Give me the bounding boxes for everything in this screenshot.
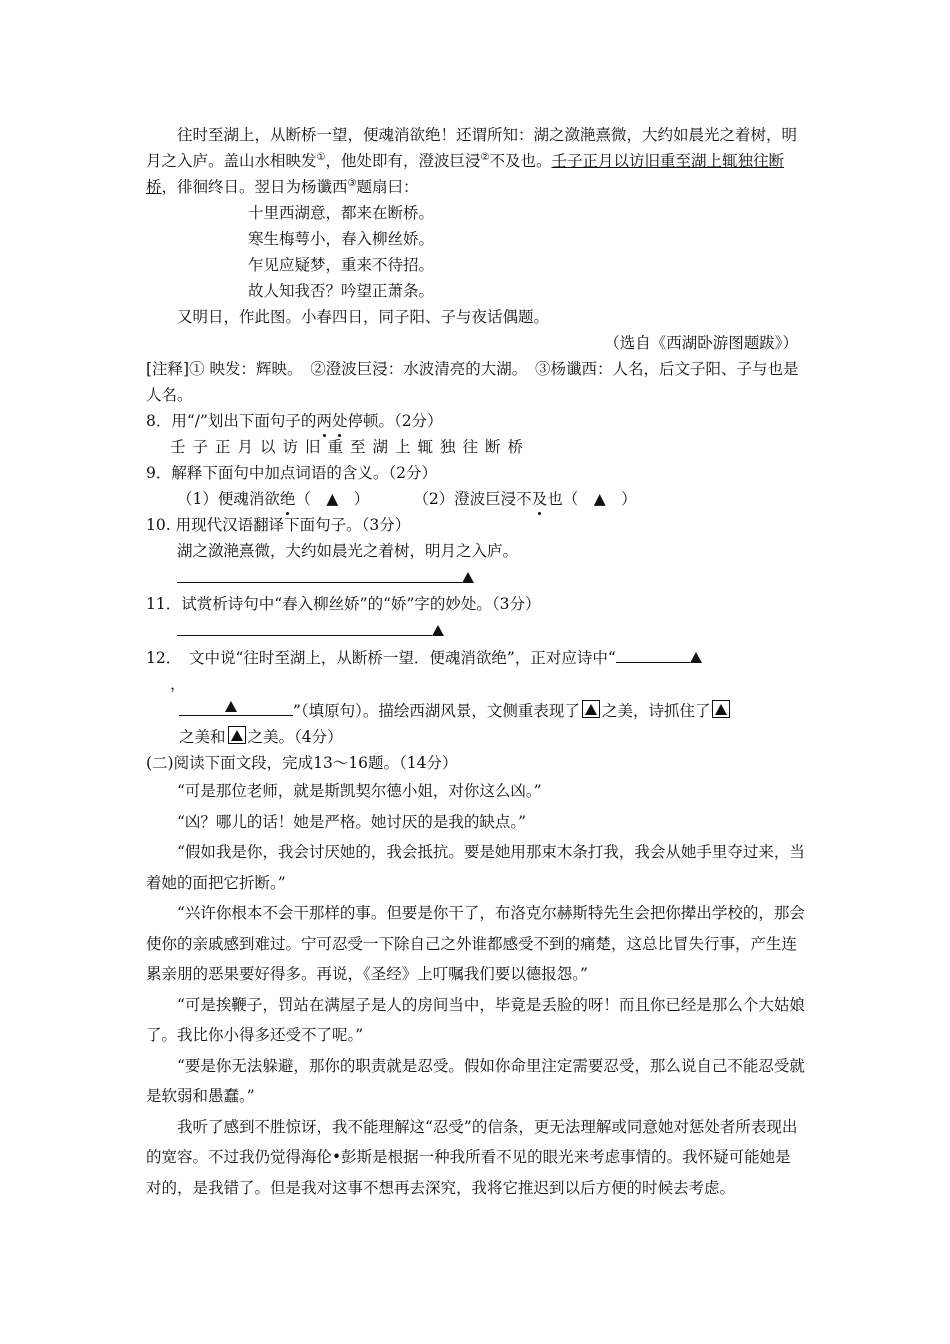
- section-2-heading: (二)阅读下面文段，完成13～16题。（14分）: [146, 754, 458, 772]
- poem-line: 十里西湖意，都来在断桥。: [248, 204, 435, 222]
- answer-blank[interactable]: [179, 697, 293, 716]
- passage-paragraph: 我听了感到不胜惊讶，我不能理解这“忍受”的信条，更无法理解或同意她对惩处者所表现出的宽容。不过我仍觉得海伦•彭斯是根据一种我所看不见的眼光来考虑事情的。我怀疑可能她是对的，是我错了。但是我对这事不想再去深究，我将它推迟到以后方便的时候去考虑。: [146, 1117, 798, 1197]
- underlined-sentence: 壬子正月以访旧重至湖上辄独往断桥: [146, 152, 784, 196]
- passage-paragraph: “假如我是你，我会讨厌她的，我会抵抗。要是她用那束木条打我，我会从她手里夺过来，当着她的面把它折断。”: [146, 843, 805, 892]
- footnotes: [注释]① 映发：辉映。 ②澄波巨浸：水波清亮的大湖。 ③杨谶西：人名，后文子阳、子与也是人名。: [146, 360, 799, 404]
- triangle-marker-icon: [231, 730, 243, 741]
- source-citation: （选自《西湖卧游图题跋》）: [604, 334, 798, 352]
- answer-blank[interactable]: （ ▲ ）: [295, 490, 370, 508]
- triangle-marker-icon: [585, 704, 597, 715]
- question-9-items: （1）便魂消欲绝（ ▲ ） （2）澄波巨浸不及也（ ▲ ）: [146, 486, 806, 512]
- question-9: 9．解释下面句中加点词语的含义。（2分）: [146, 464, 437, 482]
- passage-paragraph-1: 往时至湖上，从断桥一望，便魂消欲绝！还谓所知：湖之潋滟熹微，大约如晨光之着树，明月之入庐。盖山水相映发①，他处即有，澄波巨浸②不及也。壬子正月以访旧重至湖上辄独往断桥，徘徊终日。翌日为杨谶西③题扇曰：: [146, 126, 798, 196]
- triangle-marker-icon: [462, 572, 474, 583]
- dotted-word: 及: [532, 486, 548, 512]
- passage-paragraph: “凶？哪儿的话！她是严格。她讨厌的是我的缺点。”: [177, 812, 527, 831]
- passage-paragraph: “可是挨鞭子，罚站在满屋子是人的房间当中，毕竟是丢脸的呀！而且你已经是那么个大姑娘了。我比你小得多还受不了呢。”: [146, 995, 805, 1044]
- poem-line: 故人知我否？吟望正萧条。: [248, 282, 435, 300]
- footnote-ref-3: ③: [347, 177, 357, 189]
- question-11: 11．试赏析诗句中“春入柳丝娇”的“娇”字的妙处。（3分）: [146, 595, 541, 613]
- passage-paragraph: “可是那位老师，就是斯凯契尔德小姐，对你这么凶。”: [177, 782, 542, 800]
- question-12-continued: ”（填原句）。描绘西湖风景，文侧重表现了 之美，诗抓住了: [146, 697, 806, 724]
- question-12: 12． 文中说“往时至湖上，从断桥一望．便魂消欲绝”，正对应诗中“: [146, 644, 806, 671]
- boxed-answer-blank[interactable]: [228, 726, 246, 744]
- boxed-answer-blank[interactable]: [582, 700, 600, 718]
- footnote-ref-1: ①: [316, 151, 326, 163]
- passage-paragraph: “要是你无法躲避，那你的职责就是忍受。假如你命里注定需要忍受，那么说自己不能忍受就是软弱和愚蠢。”: [146, 1056, 805, 1105]
- question-10: 10. 用现代汉语翻译下面句子。（3分）: [146, 516, 411, 534]
- answer-line[interactable]: [146, 617, 806, 644]
- answer-blank[interactable]: 也（ ▲ ）: [547, 490, 637, 508]
- footnote-ref-2: ②: [480, 151, 490, 163]
- question-10-sentence: 湖之潋滟熹微，大约如晨光之着树，明月之入庐。: [177, 542, 519, 560]
- triangle-marker-icon: [225, 701, 237, 712]
- passage-paragraph: “兴许你根本不会干那样的事。但要是你干了，布洛克尔赫斯特先生会把你撵出学校的，那会使你的亲戚感到难过。宁可忍受一下除自己之外谁都感受不到的痛楚，这总比冒失行事，产生连累亲朋的恶果要好得多。再说，《圣经》上叮嘱我们要以德报怨。”: [146, 904, 805, 983]
- poem-line: 乍见应疑梦，重来不待招。: [248, 256, 435, 274]
- document-page: [146, 122, 806, 1203]
- question-12-end: 之美和 之美。（4分）: [179, 728, 343, 746]
- question-8: 8．用“/”划出下面句子的两处停顿。（2分）: [146, 408, 806, 434]
- answer-line[interactable]: [146, 564, 806, 591]
- dotted-words: 两处: [316, 412, 347, 430]
- boxed-answer-blank[interactable]: [712, 700, 730, 718]
- triangle-marker-icon: [690, 652, 702, 663]
- dotted-word: 绝: [280, 486, 296, 512]
- passage-paragraph-2: 又明日，作此图。小春四日，同子阳、子与夜话偶题。: [177, 308, 550, 326]
- section-2-passage: [146, 776, 806, 1203]
- poem-line: 寒生梅萼小，春入柳丝娇。: [248, 230, 435, 248]
- question-8-sentence: 壬子正月以访旧重至湖上辄独往断桥: [170, 438, 531, 456]
- question-12-comma: ，: [170, 675, 186, 693]
- triangle-marker-icon: [715, 704, 727, 715]
- triangle-marker-icon: [432, 625, 444, 636]
